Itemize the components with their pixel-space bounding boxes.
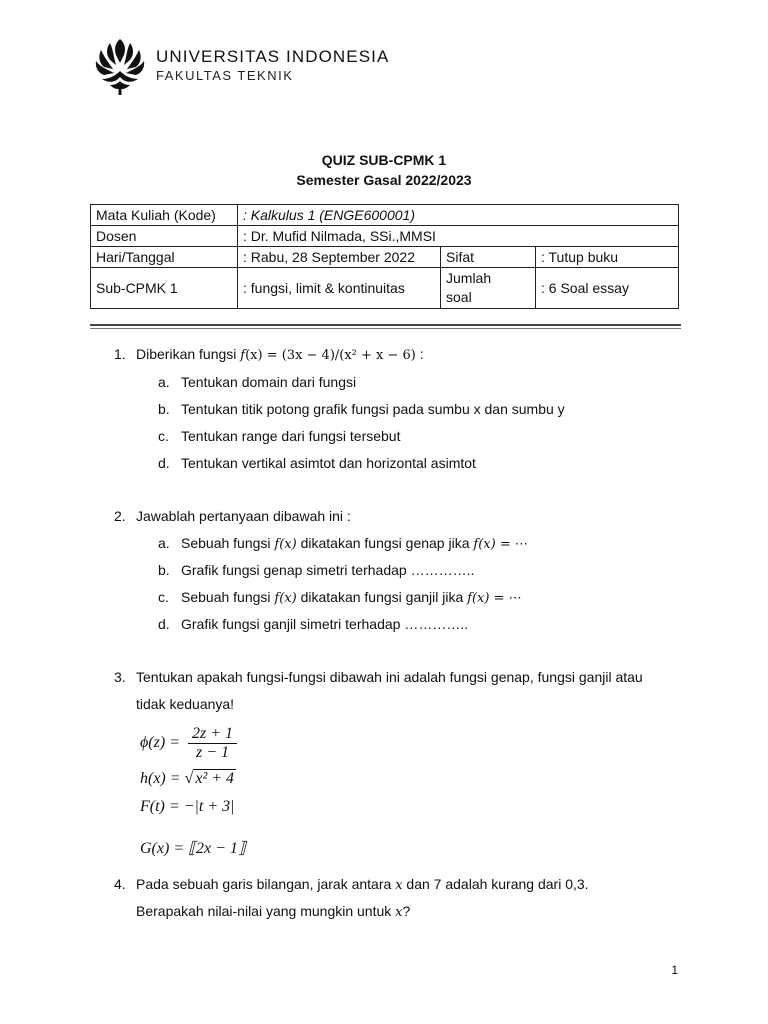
variable-x: x <box>395 878 403 893</box>
formula-phi <box>140 725 237 762</box>
count-label-line2: soal <box>446 289 472 305</box>
table-row <box>91 226 679 247</box>
text-part: dan 7 adalah kurang dari 0,3. <box>402 876 589 892</box>
question-text-line1 <box>136 876 589 893</box>
divider-thick <box>90 324 681 326</box>
text-part: dikatakan fungsi genap jika <box>296 535 474 551</box>
lecturer-value: : Dr. Mufid Nilmada, SSi.,MMSI <box>238 226 679 247</box>
item-text <box>181 535 528 552</box>
formula: f(x) <box>274 537 297 552</box>
formula: f(x) <box>274 591 297 606</box>
item-letter: d. <box>158 455 170 471</box>
question-suffix: : <box>415 346 424 362</box>
question-number: 1. <box>114 346 126 362</box>
formula: = ⋯ <box>489 591 522 606</box>
date-label: Hari/Tanggal <box>91 247 238 268</box>
fraction-denominator: z − 1 <box>195 744 229 761</box>
item-text: Grafik fungsi ganjil simetri terhadap ………….. <box>181 616 469 632</box>
quiz-title-line1: QUIZ SUB-CPMK 1 <box>321 152 447 168</box>
course-value: : Kalkulus 1 (ENGE600001) <box>238 205 679 226</box>
count-label-line1: Jumlah <box>446 270 492 286</box>
count-value: : 6 Soal essay <box>536 268 679 309</box>
table-row <box>91 268 679 309</box>
item-letter: a. <box>158 374 170 390</box>
lecturer-label: Dosen <box>91 226 238 247</box>
text-part: Sebuah fungsi <box>181 535 275 551</box>
count-label <box>441 268 536 309</box>
letterhead <box>88 30 389 100</box>
question-text <box>136 346 424 363</box>
formula: f(x) <box>473 537 496 552</box>
item-letter: b. <box>158 562 170 578</box>
institution-name: UNIVERSITAS INDONESIA <box>156 47 390 66</box>
item-text: Tentukan titik potong grafik fungsi pada sumbu x dan sumbu y <box>181 401 565 417</box>
nature-value: : Tutup buku <box>536 247 679 268</box>
quiz-title-line2: Semester Gasal 2022/2023 <box>296 172 472 188</box>
question-number: 3. <box>114 669 126 685</box>
formula-F <box>140 798 235 816</box>
question-number: 2. <box>114 508 126 524</box>
item-letter: c. <box>158 589 169 605</box>
fraction-numerator: 2z + 1 <box>188 725 237 744</box>
question-text-line2: tidak keduanya! <box>136 696 235 712</box>
formula-f: f <box>240 348 246 363</box>
item-letter: b. <box>158 401 170 417</box>
subcpmk-label: Sub-CPMK 1 <box>91 268 238 309</box>
course-label: Mata Kuliah (Kode) <box>91 205 238 226</box>
table-row <box>91 247 679 268</box>
text-part: dikatakan fungsi ganjil jika <box>296 589 468 605</box>
question-text: Jawablah pertanyaan dibawah ini : <box>136 508 351 524</box>
faculty-name: FAKULTAS TEKNIK <box>156 68 294 83</box>
formula-text: G(x) = ⟦2x − 1⟧ <box>140 840 246 857</box>
item-text: Tentukan range dari fungsi tersebut <box>181 428 401 444</box>
question-prefix: Diberikan fungsi <box>136 346 241 362</box>
university-logo <box>88 33 152 97</box>
divider-thin <box>90 328 681 329</box>
text-part: Pada sebuah garis bilangan, jarak antara <box>136 876 396 892</box>
page-number: 1 <box>671 963 678 977</box>
course-info-table <box>90 204 679 309</box>
variable-x: x <box>395 905 403 920</box>
text-part: Berapakah nilai-nilai yang mungkin untuk <box>136 903 396 919</box>
item-letter: c. <box>158 428 169 444</box>
item-text: Tentukan vertikal asimtot dan horizontal asimtot <box>181 455 476 471</box>
formula-text: F(t) = −|t + 3| <box>140 798 235 815</box>
item-letter: d. <box>158 616 170 632</box>
item-text <box>181 589 522 606</box>
formula-lhs: ϕ(z) = <box>140 734 180 752</box>
question-number: 4. <box>114 876 126 892</box>
text-part: ? <box>402 903 411 919</box>
formula: = ⋯ <box>495 537 528 552</box>
subcpmk-value: : fungsi, limit & kontinuitas <box>238 268 441 309</box>
item-letter: a. <box>158 535 170 551</box>
question-text-line1: Tentukan apakah fungsi-fungsi dibawah ini adalah fungsi genap, fungsi ganjil atau <box>136 669 643 685</box>
text-part: Sebuah fungsi <box>181 589 275 605</box>
radicand: x² + 4 <box>195 770 235 787</box>
quiz-title <box>0 150 768 190</box>
formula-h <box>140 770 236 788</box>
institution-text <box>156 47 389 83</box>
nature-label: Sifat <box>441 247 536 268</box>
date-value: : Rabu, 28 September 2022 <box>238 247 441 268</box>
question-text-line2 <box>136 903 410 920</box>
item-text: Tentukan domain dari fungsi <box>181 374 357 390</box>
formula: f(x) <box>467 591 490 606</box>
item-text: Grafik fungsi genap simetri terhadap ………….. <box>181 562 475 578</box>
table-row <box>91 205 679 226</box>
formula-lhs: h(x) = √ <box>140 770 194 787</box>
formula-G <box>140 838 246 858</box>
fraction <box>188 725 237 762</box>
formula-rest: (x) = (3x − 4)/(x² + x − 6) <box>245 348 416 363</box>
